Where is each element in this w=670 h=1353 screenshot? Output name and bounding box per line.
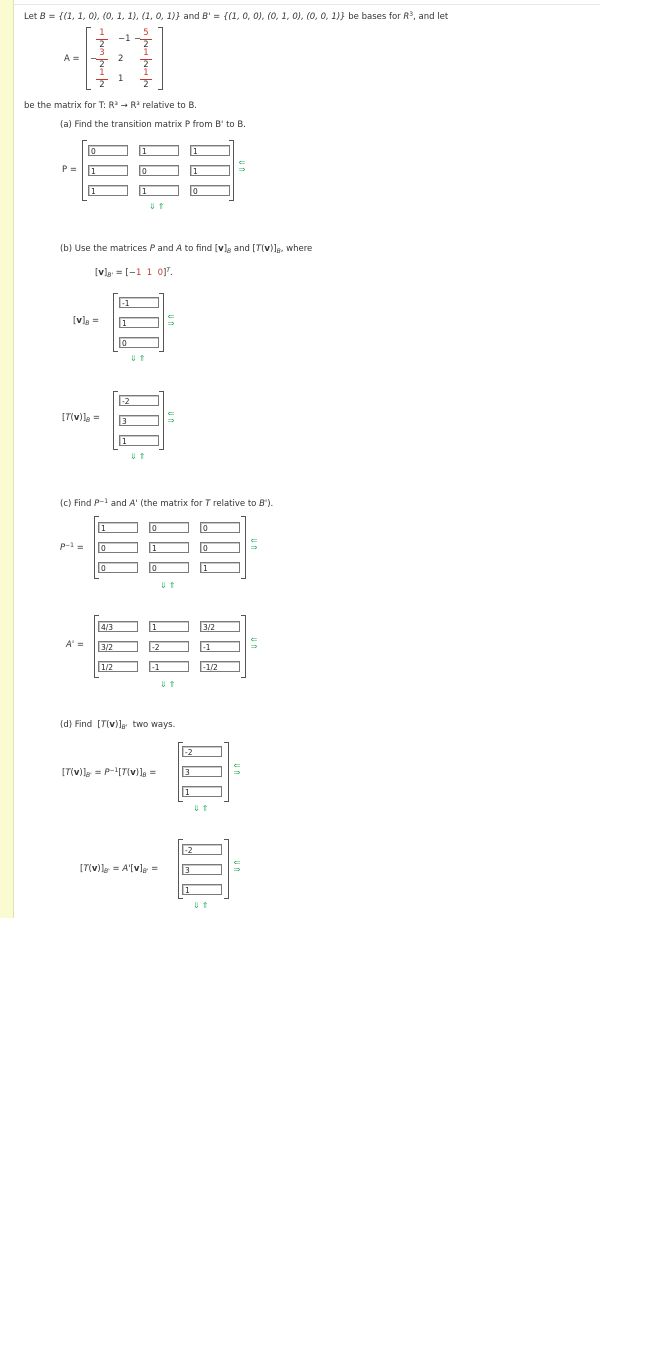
matrix-a-right-bracket [158, 27, 163, 90]
down-up-arrows-icon[interactable]: ⇓⇑ [160, 680, 178, 689]
part-a-prompt: (a) Find the transition matrix P from B' to B. [60, 120, 246, 130]
a-prime-input-r1c3[interactable]: 3/2 [200, 621, 240, 632]
p-inverse-input-r2c1[interactable]: 0 [98, 542, 138, 553]
matrix-a-entry: $\frac{1}{2}$ [140, 49, 152, 70]
top-divider [13, 4, 600, 5]
a-prime-input-r1c1[interactable]: 4/3 [98, 621, 138, 632]
tv-right-bracket [159, 391, 164, 450]
v-b-input-r2c1[interactable]: 1 [119, 317, 159, 328]
p-matrix-input-r2c1[interactable]: 1 [88, 165, 128, 176]
p-inverse-input-r3c1[interactable]: 0 [98, 562, 138, 573]
p-matrix-input-r3c3[interactable]: 0 [190, 185, 230, 196]
p-inverse-input-r1c2[interactable]: 0 [149, 522, 189, 533]
part-d-prompt: (d) Find $[T(v)]_{B'}$ two ways. [60, 720, 176, 731]
way1-input-r3c1[interactable]: 1 [182, 786, 222, 797]
left-right-arrows-icon[interactable]: ⇐ ⇒ [250, 635, 258, 651]
left-right-arrows-icon[interactable]: ⇐ ⇒ [233, 761, 241, 777]
down-up-arrows-icon[interactable]: ⇓⇑ [193, 901, 211, 910]
page-sidebar [0, 0, 14, 918]
v-b-label: $[v]_B$ = [73, 316, 100, 327]
tv-b-input-r3c1[interactable]: 1 [119, 435, 159, 446]
down-up-arrows-icon[interactable]: ⇓⇑ [149, 202, 167, 211]
intro-line: Let B = {(1, 1, 0), (0, 1, 1), (1, 0, 1)} and B' = {(1, 0, 0), (0, 1, 0), (0, 0, 1)} be bases for $R^3$, and let [24, 11, 449, 22]
matrix-a-entry: 2 [118, 54, 124, 64]
way2-input-r1c1[interactable]: -2 [182, 844, 222, 855]
way2-label: $[T(v)]_{B'} = A'[v]_{B'}$ = [80, 864, 159, 875]
way2-right-bracket [224, 839, 229, 899]
p-inverse-input-r3c2[interactable]: 0 [149, 562, 189, 573]
left-right-arrows-icon[interactable]: ⇐ ⇒ [238, 158, 246, 174]
way2-input-r3c1[interactable]: 1 [182, 884, 222, 895]
matrix-a-entry: −1 [118, 34, 131, 44]
matrix-a-entry: $\frac{3}{2}$ [96, 49, 108, 70]
down-up-arrows-icon[interactable]: ⇓⇑ [130, 354, 148, 363]
a-prime-input-r3c1[interactable]: 1/2 [98, 661, 138, 672]
way2-input-r2c1[interactable]: 3 [182, 864, 222, 875]
minus-sign: − [134, 34, 142, 44]
p-inverse-right-bracket [241, 516, 246, 579]
p-matrix-input-r1c3[interactable]: 1 [190, 145, 230, 156]
p-inverse-input-r1c1[interactable]: 1 [98, 522, 138, 533]
left-right-arrows-icon[interactable]: ⇐ ⇒ [167, 409, 175, 425]
a-prime-input-r3c3[interactable]: -1/2 [200, 661, 240, 672]
basis-bprime-definition: B' = {(1, 0, 0), (0, 1, 0), (0, 0, 1)} [202, 12, 346, 22]
minus-sign: − [90, 54, 98, 64]
a-prime-input-r1c2[interactable]: 1 [149, 621, 189, 632]
matrix-a-entry: $\frac{5}{2}$ [140, 29, 152, 50]
v-right-bracket [159, 293, 164, 352]
p-matrix-input-r1c1[interactable]: 0 [88, 145, 128, 156]
a-prime-input-r2c1[interactable]: 3/2 [98, 641, 138, 652]
way1-label: $[T(v)]_{B'} = P^{-1}[T(v)]_B$ = [62, 767, 157, 779]
v-b-input-r1c1[interactable]: -1 [119, 297, 159, 308]
matrix-a-entry: $\frac{1}{2}$ [96, 29, 108, 50]
v-left-bracket [113, 293, 118, 352]
p-matrix-input-r3c1[interactable]: 1 [88, 185, 128, 196]
matrix-a-entry: $\frac{1}{2}$ [96, 69, 108, 90]
matrix-a-entry: 1 [118, 74, 124, 84]
part-b-prompt: (b) Use the matrices P and A to find $[v]_B$ and $[T(v)]_B$, where [60, 244, 313, 255]
a-prime-label: A' = [66, 640, 84, 650]
p-matrix-input-r2c2[interactable]: 0 [139, 165, 179, 176]
tv-b-input-r1c1[interactable]: -2 [119, 395, 159, 406]
p-inverse-input-r2c2[interactable]: 1 [149, 542, 189, 553]
tv-b-label: $[T(v)]_B$ = [62, 413, 100, 424]
down-up-arrows-icon[interactable]: ⇓⇑ [160, 581, 178, 590]
p-matrix-input-r1c2[interactable]: 1 [139, 145, 179, 156]
matrix-a-entry: $\frac{1}{2}$ [140, 69, 152, 90]
down-up-arrows-icon[interactable]: ⇓⇑ [130, 452, 148, 461]
a-prime-input-r2c3[interactable]: -1 [200, 641, 240, 652]
way1-input-r1c1[interactable]: -2 [182, 746, 222, 757]
given-v-bprime: $[v]_{B'} = [-1$ 1 0]$^T$. [95, 267, 173, 279]
way1-input-r2c1[interactable]: 3 [182, 766, 222, 777]
tv-b-input-r2c1[interactable]: 3 [119, 415, 159, 426]
p-left-bracket [82, 140, 87, 201]
way1-right-bracket [224, 742, 229, 802]
p-matrix-input-r3c2[interactable]: 1 [139, 185, 179, 196]
tv-left-bracket [113, 391, 118, 450]
matrix-a-label: A = [64, 54, 80, 64]
left-right-arrows-icon[interactable]: ⇐ ⇒ [250, 536, 258, 552]
left-right-arrows-icon[interactable]: ⇐ ⇒ [233, 858, 241, 874]
a-prime-input-r2c2[interactable]: -2 [149, 641, 189, 652]
a-prime-input-r3c2[interactable]: -1 [149, 661, 189, 672]
basis-b-definition: B = {(1, 1, 0), (0, 1, 1), (1, 0, 1)} [39, 12, 181, 22]
p-inverse-label: $P^{-1}$ = [60, 542, 84, 553]
v-b-input-r3c1[interactable]: 0 [119, 337, 159, 348]
p-inverse-input-r1c3[interactable]: 0 [200, 522, 240, 533]
down-up-arrows-icon[interactable]: ⇓⇑ [193, 804, 211, 813]
a-prime-right-bracket [241, 615, 246, 678]
part-c-prompt: (c) Find $P^{-1}$ and A' (the matrix for T relative to B'). [60, 498, 274, 509]
p-inverse-input-r2c3[interactable]: 0 [200, 542, 240, 553]
p-matrix-input-r2c3[interactable]: 1 [190, 165, 230, 176]
matrix-statement: be the matrix for T: R³ → R³ relative to B. [24, 101, 197, 111]
p-inverse-input-r3c3[interactable]: 1 [200, 562, 240, 573]
p-matrix-label: P = [62, 165, 77, 175]
left-right-arrows-icon[interactable]: ⇐ ⇒ [167, 312, 175, 328]
